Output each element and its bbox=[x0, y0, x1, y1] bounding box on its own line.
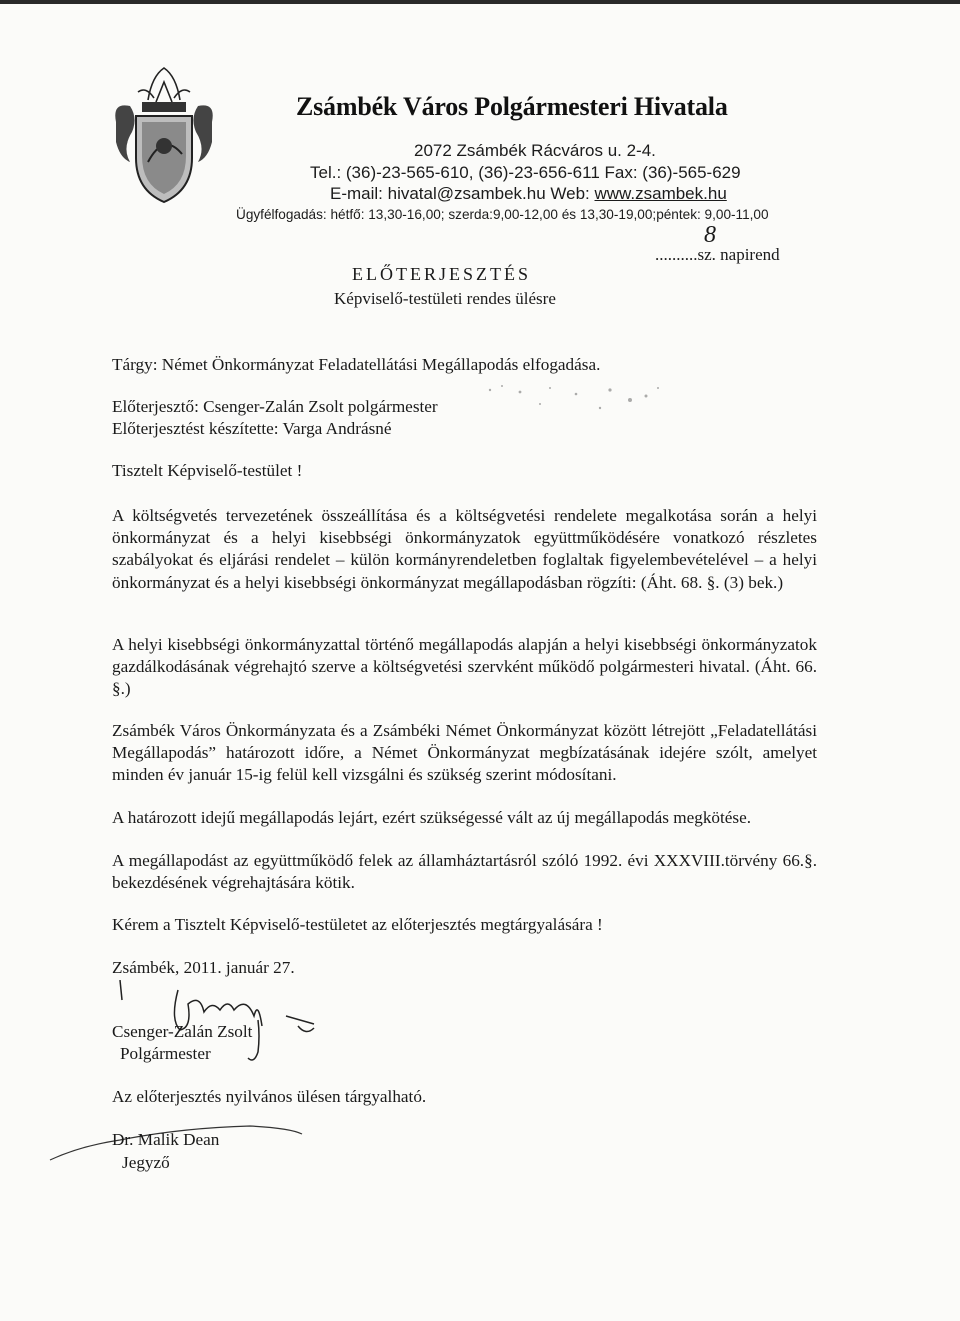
prepared-by-line: Előterjesztést készítette: Varga Andrásné bbox=[112, 419, 392, 438]
subject-line: Tárgy: Német Önkormányzat Feladatellátási Megállapodás elfogadása. bbox=[112, 355, 601, 374]
public-session-note: Az előterjesztés nyilvános ülésen tárgyalható. bbox=[112, 1087, 427, 1106]
office-address: 2072 Zsámbék Rácváros u. 2-4. bbox=[414, 141, 656, 160]
notary-name: Dr. Malik Dean bbox=[112, 1130, 220, 1149]
document-heading: ELŐTERJESZTÉS bbox=[352, 264, 531, 284]
notary-title: Jegyző bbox=[122, 1153, 170, 1172]
date-line: Zsámbék, 2011. január 27. bbox=[112, 958, 295, 977]
signer-title: Polgármester bbox=[120, 1044, 211, 1063]
paragraph-3-text: Zsámbék Város Önkormányzata és a Zsámbéki Német Önkormányzat között létrejött „Feladatellátási Megállapodás” határozott időre, a Német Önkormányzat megbízatásának idejére szólt, amelyet minden év január 15-ig felül kell vizsgálni és szükség szerint módosítani. bbox=[112, 721, 817, 785]
top-border-line bbox=[0, 0, 960, 4]
coat-of-arms-icon bbox=[108, 62, 220, 212]
office-name: Zsámbék Város Polgármesteri Hivatala bbox=[296, 92, 728, 121]
phone-fax-line: Tel.: (36)-23-565-610, (36)-23-656-611 Fax: (36)-565-629 bbox=[310, 163, 741, 182]
salutation: Tisztelt Képviselő-testület ! bbox=[112, 461, 303, 480]
agenda-label: ..........sz. napirend bbox=[655, 245, 780, 264]
paragraph-1 bbox=[112, 505, 817, 594]
paragraph-2-text: A helyi kisebbségi önkormányzattal történő megállapodás alapján a helyi kisebbségi önkormányzatok gazdálkodásának végrehajtó szerve a költségvetési szervként működő polgármesteri hivatal. (Áht. 66. §.) bbox=[112, 635, 817, 699]
paragraph-4-text: A határozott idejű megállapodás lejárt, ezért szükségessé vált az új megállapodás megkötése. bbox=[112, 808, 752, 827]
agenda-number-handwritten: 8 bbox=[704, 222, 716, 248]
paragraph-5-text: A megállapodást az együttműködő felek az államháztartásról szóló 1992. évi XXXVIII.törvény 66.§. bekezdésének végrehajtására kötik. bbox=[112, 851, 817, 893]
presenter-line: Előterjesztő: Csenger-Zalán Zsolt polgármester bbox=[112, 397, 438, 416]
paragraph-2 bbox=[112, 634, 817, 701]
email-web-line bbox=[330, 184, 727, 204]
paragraph-5 bbox=[112, 850, 817, 894]
paragraph-1-text: A költségvetés tervezetének összeállítása és a költségvetési rendelete megalkotása során a helyi önkormányzat és a helyi kisebbségi önkormányzatok együttműködésére vonatkozó részletes szabályokat és eljárási rendelet – külön kormányrendeletben foglaltak figyelembevételével – a helyi önkormányzat és a helyi kisebbségi önkormányzat megállapodásban rögzíti: (Áht. 68. §. (3) bek.) bbox=[112, 506, 817, 592]
signer-name: Csenger-Zalán Zsolt bbox=[112, 1022, 253, 1041]
paragraph-4 bbox=[112, 807, 817, 829]
paragraph-3 bbox=[112, 720, 817, 787]
office-hours: Ügyfélfogadás: hétfő: 13,30-16,00; szerda:9,00-12,00 és 13,30-19,00;péntek: 9,00-11,00 bbox=[236, 207, 769, 222]
faint-stamp-marks bbox=[480, 380, 670, 420]
email-label: E-mail: hivatal@zsambek.hu Web: bbox=[330, 184, 595, 203]
paragraph-6-text: Kérem a Tisztelt Képviselő-testületet az előterjesztés megtárgyalására ! bbox=[112, 915, 603, 934]
document-subheading: Képviselő-testületi rendes ülésre bbox=[334, 289, 556, 308]
website-link[interactable]: www.zsambek.hu bbox=[594, 184, 727, 203]
paragraph-6 bbox=[112, 914, 817, 936]
